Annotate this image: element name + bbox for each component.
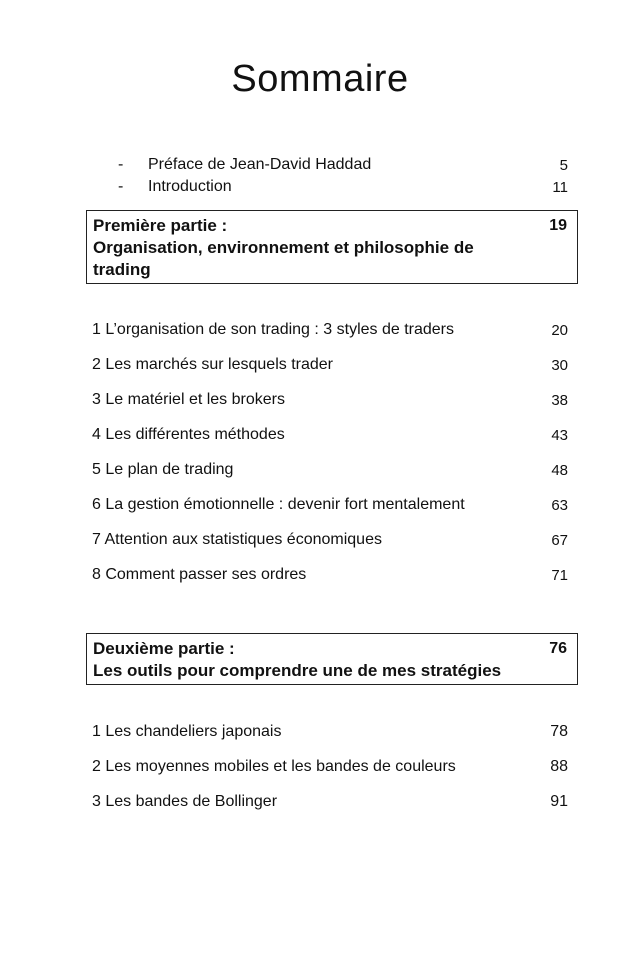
part-two-box[interactable] bbox=[86, 633, 578, 685]
toc-chapter[interactable] bbox=[92, 423, 568, 447]
toc-page-number: 63 bbox=[551, 496, 568, 514]
part-one-subtitle: Organisation, environnement et philosophie de trading bbox=[93, 238, 474, 279]
toc-page-number: 43 bbox=[551, 426, 568, 444]
toc-entry-label: 1 Les chandeliers japonais bbox=[92, 723, 282, 740]
toc-entry-label: 5 Le plan de trading bbox=[92, 461, 234, 478]
page-title: Sommaire bbox=[231, 58, 409, 100]
toc-chapter[interactable] bbox=[92, 755, 568, 779]
toc-page-number: 11 bbox=[552, 178, 568, 196]
toc-chapter[interactable] bbox=[92, 318, 568, 342]
toc-intro-introduction[interactable] bbox=[118, 176, 568, 198]
toc-page-number: 71 bbox=[551, 566, 568, 584]
part-two-page-number: 76 bbox=[549, 640, 567, 657]
bullet-dash: - bbox=[118, 178, 124, 195]
toc-page-number: 67 bbox=[551, 531, 568, 549]
toc-page-number: 5 bbox=[559, 156, 568, 174]
toc-chapter[interactable] bbox=[92, 528, 568, 552]
toc-page-number: 91 bbox=[550, 793, 568, 810]
part-one-page-number: 19 bbox=[549, 217, 567, 234]
toc-chapter[interactable] bbox=[92, 458, 568, 482]
toc-page-number: 48 bbox=[551, 461, 568, 479]
toc-chapter[interactable] bbox=[92, 388, 568, 412]
toc-entry-label: 3 Le matériel et les brokers bbox=[92, 391, 285, 408]
toc-entry-label: Préface de Jean-David Haddad bbox=[148, 156, 372, 173]
toc-entry-label: 2 Les moyennes mobiles et les bandes de couleurs bbox=[92, 758, 456, 775]
part-two-heading: Deuxième partie : bbox=[93, 639, 235, 658]
toc-page-number: 88 bbox=[550, 758, 568, 775]
part-two-header bbox=[93, 638, 571, 660]
toc-entry-label: 1 L’organisation de son trading : 3 styles de traders bbox=[92, 321, 454, 338]
part-one-heading: Première partie : bbox=[93, 216, 228, 235]
toc-entry-label: 3 Les bandes de Bollinger bbox=[92, 793, 278, 810]
toc-page-number: 38 bbox=[551, 391, 568, 409]
toc-entry-label: 7 Attention aux statistiques économiques bbox=[92, 531, 382, 548]
toc-chapter[interactable] bbox=[92, 563, 568, 587]
toc-intro-preface[interactable] bbox=[118, 154, 568, 176]
toc-page-number: 20 bbox=[551, 321, 568, 339]
toc-entry-label: 8 Comment passer ses ordres bbox=[92, 566, 307, 583]
toc-entry-label: 2 Les marchés sur lesquels trader bbox=[92, 356, 333, 373]
part-two-subtitle: Les outils pour comprendre une de mes stratégies bbox=[93, 661, 502, 680]
toc-chapter[interactable] bbox=[92, 493, 568, 517]
part-one-box[interactable] bbox=[86, 210, 578, 284]
toc-page-number: 30 bbox=[551, 356, 568, 374]
toc-entry-label: 4 Les différentes méthodes bbox=[92, 426, 285, 443]
toc-entry-label: Introduction bbox=[148, 178, 232, 195]
toc-chapter[interactable] bbox=[92, 790, 568, 814]
part-one-header bbox=[93, 215, 571, 237]
toc-page-number: 78 bbox=[550, 723, 568, 740]
toc-chapter[interactable] bbox=[92, 353, 568, 377]
toc-entry-label: 6 La gestion émotionnelle : devenir fort mentalement bbox=[92, 496, 465, 513]
toc-chapter[interactable] bbox=[92, 720, 568, 744]
bullet-dash: - bbox=[118, 156, 124, 173]
